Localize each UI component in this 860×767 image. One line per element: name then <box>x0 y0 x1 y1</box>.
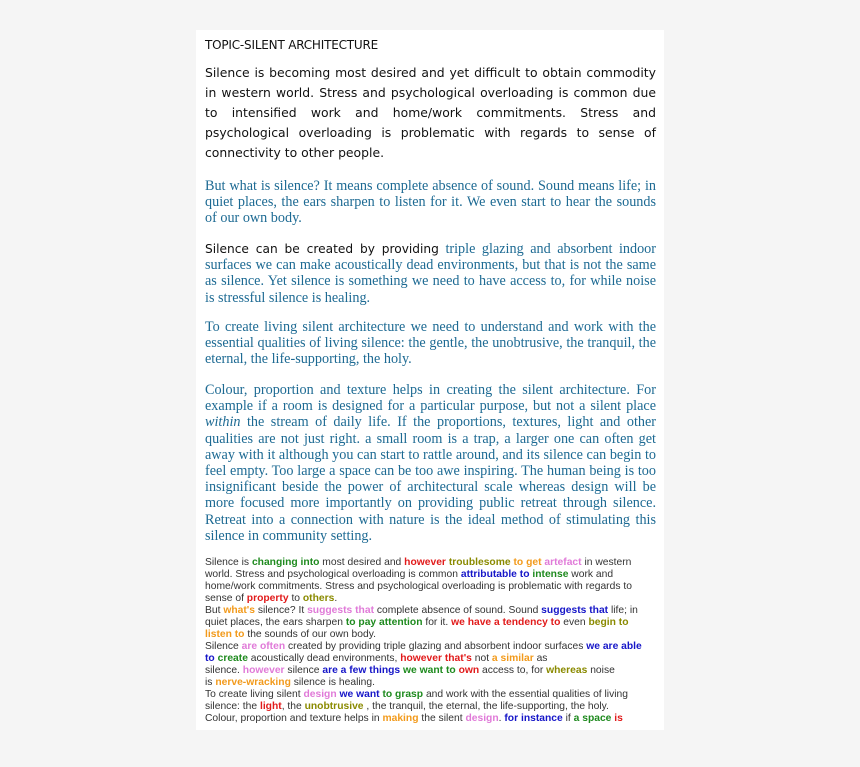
plain-text: . <box>334 593 338 604</box>
highlighted-phrase: create <box>217 653 248 664</box>
plain-text: for it. <box>422 617 452 628</box>
highlighted-phrase: troublesome <box>448 557 511 568</box>
highlighted-line <box>205 653 660 665</box>
highlighted-phrase: changing into <box>251 557 320 568</box>
highlighted-phrase: light <box>259 701 282 712</box>
highlighted-phrase: for instance <box>504 713 563 724</box>
paragraph-lead-text: Silence can be created by providing <box>205 242 439 256</box>
plain-text: created by providing triple glazing and absorbent indoor surfaces <box>285 641 587 652</box>
paragraph-body-text: triple glazing and absorbent indoor surfaces we can make acoustically dead environments, but that is not the same as silence. Yet silence is something we need to have access to, for while noise is stressful silence is healing. <box>205 241 656 306</box>
paragraph-what-is-silence: But what is silence? It means complete absence of sound. Sound means life; in quiet places, the ears sharpen to listen for it. We even start to hear the sounds of our own body. <box>205 178 656 227</box>
paragraph-silence-created <box>205 241 656 306</box>
highlighted-phrase: making <box>382 713 419 724</box>
plain-text: home/work commitments. Stress and psychological overloading is problematic with regards to <box>205 581 632 592</box>
paragraph-living-silence: To create living silent architecture we need to understand and work with the essential qualities of living silence: the gentle, the unobtrusive, the tranquil, the eternal, the life-supporting, the holy. <box>205 319 656 368</box>
plain-text: to <box>288 593 303 604</box>
highlighted-phrase: however <box>242 665 285 676</box>
highlighted-phrase: property <box>246 593 289 604</box>
highlighted-phrase: begin to <box>588 617 629 628</box>
plain-text: silence: the <box>205 701 260 712</box>
plain-text: silence. <box>205 665 243 676</box>
highlighted-phrase: own <box>458 665 480 676</box>
highlighted-phrase: however <box>404 557 446 568</box>
highlighted-phrase: to pay attention <box>345 617 423 628</box>
document-title: TOPIC-SILENT ARCHITECTURE <box>205 38 379 52</box>
highlighted-phrase: are a few things <box>322 665 401 676</box>
highlighted-phrase: we are able <box>586 641 642 652</box>
plain-text: But <box>205 605 224 616</box>
highlighted-line <box>205 677 660 689</box>
plain-text: Colour, proportion and texture helps in <box>205 713 383 724</box>
italic-word: within <box>205 414 241 431</box>
highlighted-phrase: a similar <box>491 653 534 664</box>
highlighted-phrase: to grasp <box>382 689 424 700</box>
highlighted-line <box>205 701 660 713</box>
paragraph-part-b: the stream of daily life. If the proportions, textures, light and other qualities are not just right. a small room is a trap, a larger one can often get away with it although you can start to rattle around, and its silence can begin to feel empty. Too large a space can be too awe inspiring. The human being is too insignificant beside the power of architectural scale whereas design will be more focused more importantly on providing public retreat through silence. Retreat into a connection with nature is the ideal method of stimulating this silence in community setting. <box>205 414 656 544</box>
plain-text: . <box>498 713 505 724</box>
highlighted-phrase: however that's <box>400 653 472 664</box>
highlighted-line <box>205 581 660 593</box>
highlighted-phrase: nerve-wracking <box>215 677 291 688</box>
plain-text: the silent <box>418 713 466 724</box>
highlighted-phrase: what's <box>223 605 255 616</box>
plain-text: complete absence of sound. Sound <box>374 605 542 616</box>
plain-text: and work with the essential qualities of living <box>423 689 628 700</box>
plain-text: quiet places, the ears sharpen <box>205 617 346 628</box>
highlighted-phrase: are often <box>241 641 286 652</box>
highlighted-phrase: to get <box>513 557 542 568</box>
highlighted-phrase: intense <box>532 569 569 580</box>
plain-text: access to, for <box>479 665 547 676</box>
highlighted-line <box>205 569 660 581</box>
highlighted-phrase: listen to <box>205 629 245 640</box>
highlighted-phrase: suggests that <box>541 605 609 616</box>
plain-text: , the tranquil, the eternal, the life-supporting, the holy. <box>363 701 609 712</box>
highlighted-line <box>205 605 660 617</box>
plain-text: sense of <box>205 593 247 604</box>
highlighted-phrase: we want to <box>403 665 456 676</box>
plain-text: life; in <box>608 605 638 616</box>
plain-text: work and <box>568 569 614 580</box>
paragraph-part-a: Colour, proportion and texture helps in creating the silent architecture. For example if a room is designed for a particular purpose, but not a silent place <box>205 382 656 415</box>
plain-text: not <box>471 653 492 664</box>
highlighted-phrase: design <box>303 689 337 700</box>
paragraph-colour-proportion <box>205 382 656 544</box>
highlighted-phrase: artefact <box>544 557 582 568</box>
plain-text: Silence is <box>205 557 252 568</box>
plain-text: is <box>205 677 216 688</box>
highlighted-phrase: a space <box>573 713 612 724</box>
plain-text: To create living silent <box>205 689 304 700</box>
highlighted-line <box>205 665 660 677</box>
highlighted-phrase: design <box>465 713 499 724</box>
highlighted-line <box>205 617 660 629</box>
plain-text: world. Stress and psychological overloading is common <box>205 569 461 580</box>
plain-text: Silence <box>205 641 242 652</box>
highlighted-phrase: whereas <box>546 665 588 676</box>
plain-text: in western <box>581 557 632 568</box>
highlighted-phrase: is <box>614 713 623 724</box>
plain-text: most desired and <box>319 557 405 568</box>
highlighted-line <box>205 593 660 605</box>
plain-text: if <box>562 713 574 724</box>
plain-text: , the <box>281 701 305 712</box>
highlighted-phrase: to <box>205 653 215 664</box>
highlighted-line <box>205 557 660 569</box>
plain-text: as <box>533 653 548 664</box>
highlighted-phrase: attributable to <box>460 569 530 580</box>
plain-text: the sounds of our own body. <box>244 629 376 640</box>
plain-text: acoustically dead environments, <box>247 653 401 664</box>
highlighted-line <box>205 713 660 725</box>
highlighted-phrase: we want <box>339 689 380 700</box>
plain-text: silence is healing. <box>290 677 375 688</box>
highlighted-phrase: others <box>302 593 335 604</box>
plain-text: silence <box>284 665 323 676</box>
plain-text: silence? It <box>254 605 308 616</box>
highlighted-phrase: suggests that <box>307 605 375 616</box>
plain-text: noise <box>587 665 615 676</box>
highlighted-phrase: unobtrusive <box>304 701 364 712</box>
highlighted-line <box>205 689 660 701</box>
plain-text: even <box>560 617 589 628</box>
highlighted-line <box>205 641 660 653</box>
highlighted-line <box>205 629 660 641</box>
highlighted-paraphrase-block <box>205 557 660 725</box>
highlighted-phrase: we have a tendency to <box>451 617 561 628</box>
intro-paragraph: Silence is becoming most desired and yet difficult to obtain commodity in western world. Stress and psychological overloading is common due to intensified work and home/work commitments. Stress and psychological overloading is problematic with regards to sense of connectivity to other people. <box>205 65 656 160</box>
